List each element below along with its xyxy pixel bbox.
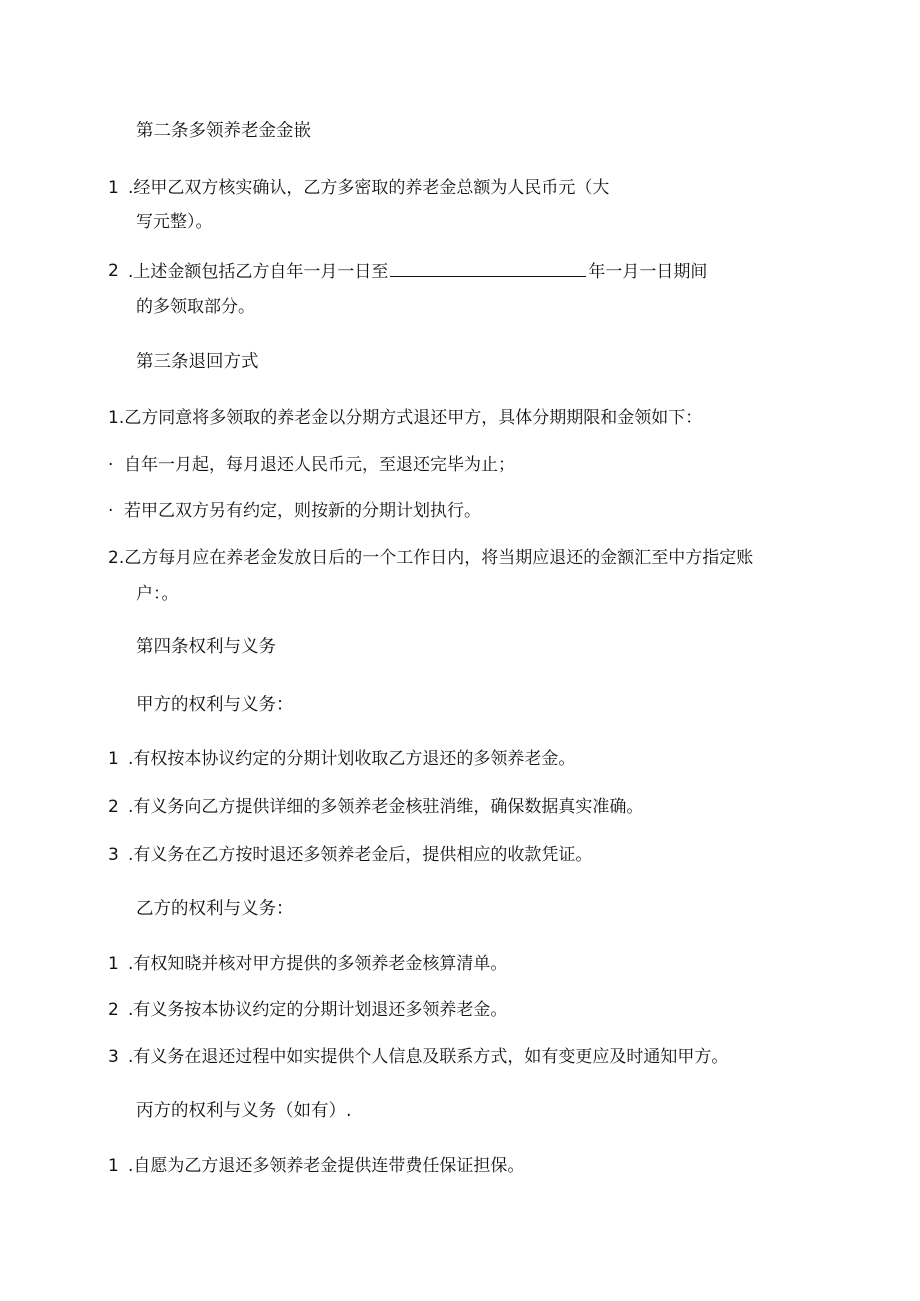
party-b-item2-text: .有义务按本协议约定的分期计划退还多领养老金。 — [128, 1000, 508, 1020]
party-a-item3-text: .有义务在乙方按时退还多领养老金后，提供相应的收款凭证。 — [128, 845, 593, 865]
party-c-title: 丙方的权利与义务（如有）. — [136, 1101, 352, 1121]
article2-item1-line2: 写元整）。 — [136, 212, 213, 232]
party-a-item1-text: .有权按本协议约定的分期计划收取乙方退还的多领养老金。 — [128, 749, 576, 769]
article3-item1: 1.乙方同意将多领取的养老金以分期方式退还甲方，具体分期期限和金领如下： — [108, 408, 703, 428]
article3-item2-line1: 2.乙方每月应在养老金发放日后的一个工作日内，将当期应退还的金额汇至中方指定账 — [108, 548, 754, 568]
article2-item2-text-b: 年一月一日期间 — [588, 262, 708, 282]
party-a-item2-number: 2 — [108, 797, 119, 817]
article2-item1-number: 1 — [108, 178, 119, 198]
bullet-text: 若甲乙双方另有约定，则按新的分期计划执行。 — [124, 501, 481, 521]
party-b-item1-text: .有权知晓并核对甲方提供的多领养老金核算清单。 — [128, 954, 508, 974]
party-a-title: 甲方的权利与义务： — [136, 695, 294, 715]
article3-title: 第三条退回方式 — [136, 352, 259, 372]
date-blank — [390, 260, 586, 277]
party-b-item2-number: 2 — [108, 1000, 119, 1020]
party-b-item3-number: 3 — [108, 1047, 119, 1067]
party-a-item3-number: 3 — [108, 845, 119, 865]
party-b-item1-number: 1 — [108, 954, 119, 974]
party-c-item1-text: .自愿为乙方退还多领养老金提供连带费任保证担保。 — [128, 1156, 525, 1176]
party-b-title: 乙方的权利与义务： — [136, 899, 294, 919]
party-a-item2-text: .有义务向乙方提供详细的多领养老金核驻消维，确保数据真实准确。 — [128, 797, 644, 817]
bullet-mark: · — [108, 455, 114, 475]
bullet-mark: · — [108, 501, 114, 521]
party-a-item1-number: 1 — [108, 749, 119, 769]
article2-item2-line1 — [128, 260, 707, 283]
article3-item2-line2: 户：。 — [136, 584, 179, 604]
article2-item2-number: 2 — [108, 261, 119, 281]
article3-bullet-2 — [108, 500, 481, 522]
article2-title: 第二条多领养老金金嵌 — [136, 121, 311, 141]
party-b-item3-text: .有义务在退还过程中如实提供个人信息及联系方式，如有变更应及时通知甲方。 — [128, 1047, 729, 1067]
article2-item2-text-a: .上述金额包括乙方自年一月一日至 — [128, 262, 389, 282]
bullet-text: 自年一月起，每月退还人民币元，至退还完毕为止； — [124, 455, 515, 475]
article4-title: 第四条权利与义务 — [136, 637, 276, 657]
party-c-item1-number: 1 — [108, 1156, 119, 1176]
article3-bullet-1 — [108, 454, 515, 476]
article2-item1-line1: .经甲乙双方核实确认，乙方多密取的养老金总额为人民币元（大 — [128, 178, 610, 198]
article2-item2-line2: 的多领取部分。 — [136, 297, 255, 317]
